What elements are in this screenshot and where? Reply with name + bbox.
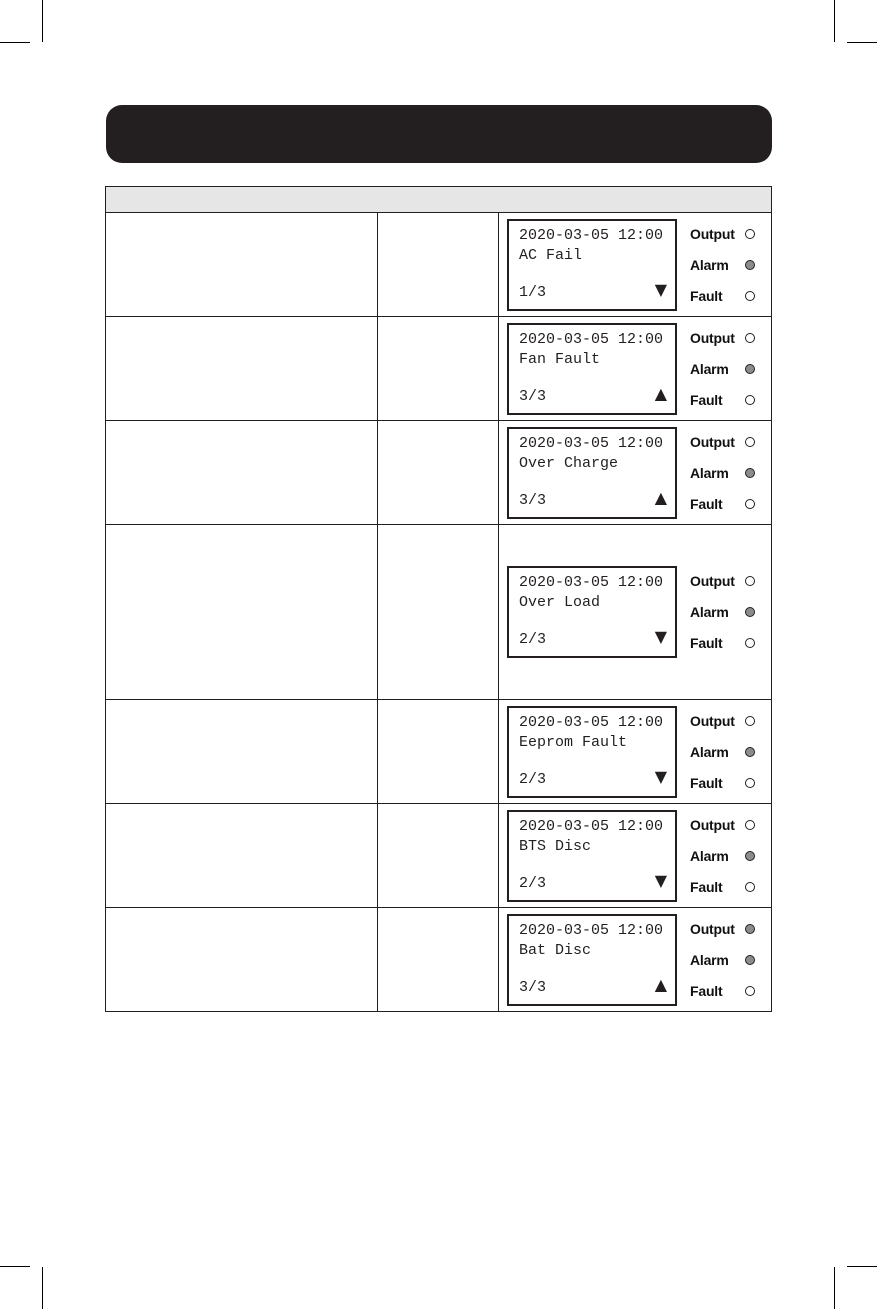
fault-indicator	[690, 286, 755, 306]
alarm-label: Alarm	[690, 951, 729, 968]
row-description	[106, 525, 378, 699]
output-led-icon	[745, 820, 755, 830]
alarm-led-icon	[745, 607, 755, 617]
output-led-icon	[745, 229, 755, 239]
lcd-timestamp: 2020-03-05 12:00	[519, 330, 664, 348]
lcd-timestamp: 2020-03-05 12:00	[519, 226, 664, 244]
row-description	[106, 317, 378, 420]
fault-indicator	[690, 494, 755, 514]
output-indicator	[690, 432, 755, 452]
output-label: Output	[690, 433, 735, 450]
crop-mark	[42, 0, 43, 42]
alarm-label: Alarm	[690, 847, 729, 864]
row-description	[106, 700, 378, 803]
lcd-page: 1/3	[519, 283, 547, 301]
arrow-down-icon: ▼	[654, 279, 667, 299]
row-code	[378, 804, 499, 907]
lcd-message: BTS Disc	[519, 837, 592, 855]
arrow-up-icon: ▲	[654, 974, 667, 994]
row-description	[106, 804, 378, 907]
lcd-page: 2/3	[519, 874, 547, 892]
row-code	[378, 213, 499, 316]
lcd-screen	[507, 566, 677, 658]
fault-indicator	[690, 981, 755, 1001]
lcd-screen	[507, 914, 677, 1006]
lcd-page: 3/3	[519, 387, 547, 405]
alarm-led-icon	[745, 851, 755, 861]
output-led-icon	[745, 437, 755, 447]
crop-mark	[42, 1267, 43, 1309]
lcd-screen	[507, 219, 677, 311]
alarm-indicator	[690, 602, 755, 622]
output-indicator	[690, 224, 755, 244]
row-display	[499, 804, 771, 907]
lcd-page: 2/3	[519, 631, 547, 648]
row-code	[378, 908, 499, 1011]
fault-led-icon	[745, 882, 755, 892]
led-indicators	[690, 328, 755, 410]
fault-indicator	[690, 773, 755, 793]
lcd-screen	[507, 810, 677, 902]
table-row	[106, 804, 771, 908]
output-indicator	[690, 919, 755, 939]
led-indicators	[690, 432, 755, 514]
lcd-message: AC Fail	[519, 246, 583, 264]
alarm-led-icon	[745, 955, 755, 965]
lcd-screen	[507, 706, 677, 798]
table-header	[106, 187, 771, 213]
lcd-timestamp: 2020-03-05 12:00	[519, 921, 664, 939]
fault-indicator	[690, 633, 755, 653]
lcd-message: Fan Fault	[519, 350, 601, 368]
row-code	[378, 317, 499, 420]
fault-led-icon	[745, 395, 755, 405]
alarm-led-icon	[745, 364, 755, 374]
output-led-icon	[745, 924, 755, 934]
output-led-icon	[745, 576, 755, 586]
output-indicator	[690, 711, 755, 731]
lcd-message: Over Load	[519, 594, 601, 611]
row-description	[106, 908, 378, 1011]
output-led-icon	[745, 333, 755, 343]
table-row	[106, 421, 771, 525]
led-indicators	[690, 815, 755, 897]
crop-mark	[847, 1266, 877, 1267]
alarm-label: Alarm	[690, 464, 729, 481]
led-indicators	[690, 711, 755, 793]
lcd-page: 2/3	[519, 770, 547, 788]
output-label: Output	[690, 329, 735, 346]
row-display	[499, 317, 771, 420]
output-indicator	[690, 815, 755, 835]
alarm-label: Alarm	[690, 743, 729, 760]
fault-label: Fault	[690, 878, 723, 895]
lcd-screen	[507, 427, 677, 519]
output-label: Output	[690, 816, 735, 833]
fault-label: Fault	[690, 287, 723, 304]
lcd-message: Over Charge	[519, 454, 619, 472]
lcd-page: 3/3	[519, 491, 547, 509]
output-label: Output	[690, 225, 735, 242]
fault-indicator	[690, 390, 755, 410]
row-code	[378, 525, 499, 699]
lcd-timestamp: 2020-03-05 12:00	[519, 713, 664, 731]
fault-led-icon	[745, 986, 755, 996]
row-description	[106, 213, 378, 316]
led-indicators	[690, 571, 755, 653]
lcd-screen	[507, 323, 677, 415]
fault-led-icon	[745, 778, 755, 788]
crop-mark	[0, 42, 30, 43]
fault-label: Fault	[690, 982, 723, 999]
lcd-message: Bat Disc	[519, 941, 592, 959]
output-label: Output	[690, 712, 735, 729]
alarm-label: Alarm	[690, 360, 729, 377]
fault-indicator	[690, 877, 755, 897]
row-display	[499, 421, 771, 524]
row-display	[499, 213, 771, 316]
alarm-led-icon	[745, 260, 755, 270]
crop-mark	[0, 1266, 30, 1267]
crop-mark	[834, 1267, 835, 1309]
row-display	[499, 700, 771, 803]
arrow-up-icon: ▲	[654, 487, 667, 507]
section-header-bar	[106, 105, 772, 163]
lcd-timestamp: 2020-03-05 12:00	[519, 574, 664, 591]
row-display	[499, 525, 771, 699]
crop-mark	[847, 42, 877, 43]
fault-led-icon	[745, 638, 755, 648]
fault-led-icon	[745, 499, 755, 509]
table-row	[106, 317, 771, 421]
arrow-down-icon: ▼	[654, 627, 667, 646]
row-code	[378, 700, 499, 803]
crop-mark	[834, 0, 835, 42]
table-row	[106, 700, 771, 804]
alarm-indicator	[690, 742, 755, 762]
output-label: Output	[690, 573, 735, 589]
led-indicators	[690, 224, 755, 306]
lcd-message: Eeprom Fault	[519, 733, 628, 751]
alarm-indicator	[690, 950, 755, 970]
alarm-indicator	[690, 846, 755, 866]
output-indicator	[690, 328, 755, 348]
arrow-up-icon: ▲	[654, 383, 667, 403]
alarm-led-icon	[745, 747, 755, 757]
arrow-down-icon: ▼	[654, 870, 667, 890]
lcd-timestamp: 2020-03-05 12:00	[519, 817, 664, 835]
led-indicators	[690, 919, 755, 1001]
lcd-timestamp: 2020-03-05 12:00	[519, 434, 664, 452]
lcd-page: 3/3	[519, 978, 547, 996]
fault-led-icon	[745, 291, 755, 301]
fault-label: Fault	[690, 635, 723, 651]
alarm-indicator	[690, 359, 755, 379]
table-row	[106, 908, 771, 1011]
fault-label: Fault	[690, 495, 723, 512]
table-row	[106, 525, 771, 700]
arrow-down-icon: ▼	[654, 766, 667, 786]
alarm-label: Alarm	[690, 604, 729, 620]
status-table	[105, 186, 772, 1012]
alarm-led-icon	[745, 468, 755, 478]
row-description	[106, 421, 378, 524]
table-row	[106, 213, 771, 317]
output-indicator	[690, 571, 755, 591]
alarm-indicator	[690, 255, 755, 275]
alarm-indicator	[690, 463, 755, 483]
output-label: Output	[690, 920, 735, 937]
row-code	[378, 421, 499, 524]
alarm-label: Alarm	[690, 256, 729, 273]
fault-label: Fault	[690, 774, 723, 791]
output-led-icon	[745, 716, 755, 726]
fault-label: Fault	[690, 391, 723, 408]
row-display	[499, 908, 771, 1011]
